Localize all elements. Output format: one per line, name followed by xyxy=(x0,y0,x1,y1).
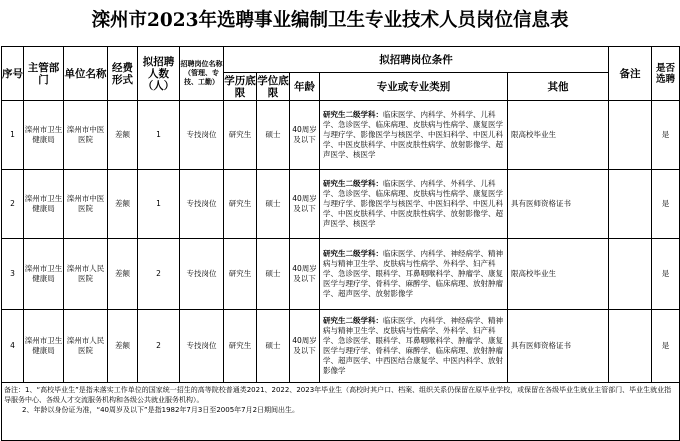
row-dept: 滦州市卫生健康局 xyxy=(24,170,64,239)
row-other: 限高校毕业生 xyxy=(508,239,609,310)
row-education: 研究生 xyxy=(224,101,257,170)
row-post: 专技岗位 xyxy=(180,101,224,170)
row-education: 研究生 xyxy=(224,310,257,383)
row-unit: 滦州市中医医院 xyxy=(64,101,108,170)
header-dept: 主管部门 xyxy=(24,47,64,101)
header-seq: 序号 xyxy=(2,47,24,101)
row-unit: 滦州市人民医院 xyxy=(64,310,108,383)
row-dept: 滦州市卫生健康局 xyxy=(24,310,64,383)
row-major xyxy=(320,239,508,310)
notes-row xyxy=(2,383,680,441)
header-major: 专业或专业类别 xyxy=(320,73,508,101)
row-other: 限高校毕业生 xyxy=(508,101,609,170)
row-dept: 滦州市卫生健康局 xyxy=(24,239,64,310)
row-age: 40周岁及以下 xyxy=(290,170,320,239)
header-funding: 经费形式 xyxy=(108,47,138,101)
header-age: 年龄 xyxy=(290,73,320,101)
row-funding: 差额 xyxy=(108,239,138,310)
note-line-2: 2、年龄以身份证为准，“40周岁及以下”是指1982年7月3日至2005年7月2日期间出生。 xyxy=(22,406,300,414)
row-seq: 1 xyxy=(2,101,24,170)
table-row xyxy=(2,101,680,170)
row-post: 专技岗位 xyxy=(180,170,224,239)
row-major xyxy=(320,101,508,170)
major-label: 研究生二级学科： xyxy=(323,316,383,325)
header-degree: 学位底限 xyxy=(257,74,289,99)
row-dept: 滦州市卫生健康局 xyxy=(24,101,64,170)
row-remark xyxy=(609,101,652,170)
row-major xyxy=(320,310,508,383)
major-text: 临床医学、内科学、神经病学、精神病与精神卫生学、皮肤病与性病学、外科学、妇产科学、急诊医学、眼科学、耳鼻咽喉科学、肿瘤学、康复医学与理疗学、骨科学、麻醉学、临床病理、放射肿瘤学、超声医学、中西医结合康复学、中医内科学、放射影像学 xyxy=(323,316,503,375)
row-remark xyxy=(609,310,652,383)
row-degree: 硕士 xyxy=(257,170,290,239)
major-text: 临床医学、内科学、外科学、儿科学、急诊医学、临床病理、皮肤病与性病学、康复医学与理疗学、影像医学与核医学、中医妇科学、中医儿科学、中医皮肤科学、中医皮肤性病学、放射影像学、超声医学、核医学 xyxy=(323,179,503,228)
row-count: 2 xyxy=(138,239,180,310)
major-label: 研究生二级学科： xyxy=(323,249,383,258)
row-remark xyxy=(609,170,652,239)
row-count: 1 xyxy=(138,170,180,239)
row-age: 40周岁及以下 xyxy=(290,310,320,383)
row-funding: 差额 xyxy=(108,101,138,170)
row-exam: 是 xyxy=(652,101,680,170)
header-exam: 是否选聘 xyxy=(652,47,680,101)
header-education: 学历底限 xyxy=(224,74,256,99)
row-unit: 滦州市人民医院 xyxy=(64,239,108,310)
table-row xyxy=(2,170,680,239)
row-seq: 3 xyxy=(2,239,24,310)
row-education: 研究生 xyxy=(224,170,257,239)
row-other: 具有医师资格证书 xyxy=(508,170,609,239)
major-text: 临床医学、内科学、神经病学、精神病与精神卫生学、皮肤病与性病学、外科学、妇产科学、急诊医学、眼科学、耳鼻咽喉科学、肿瘤学、康复医学与理疗学、骨科学、麻醉学、临床病理、放射肿瘤学、超声医学、放射影像学 xyxy=(323,249,503,298)
row-degree: 硕士 xyxy=(257,310,290,383)
row-education: 研究生 xyxy=(224,239,257,310)
row-exam: 是 xyxy=(652,310,680,383)
row-seq: 4 xyxy=(2,310,24,383)
header-unit: 单位名称 xyxy=(64,47,108,101)
row-major xyxy=(320,170,508,239)
row-post: 专技岗位 xyxy=(180,239,224,310)
table-row xyxy=(2,239,680,310)
row-degree: 硕士 xyxy=(257,239,290,310)
position-table xyxy=(1,46,680,441)
header-other: 其他 xyxy=(508,73,609,101)
row-count: 1 xyxy=(138,101,180,170)
row-other: 具有医师资格证书 xyxy=(508,310,609,383)
row-funding: 差额 xyxy=(108,170,138,239)
notes-cell xyxy=(2,383,680,441)
note-line-1: 备注：1、“高校毕业生”是指未落实工作单位的国家统一招生的高等院校普通类2021、2022、2023年毕业生（高校时其户口、档案、组织关系仍保留在原毕业学校，或保留在各级毕业生就业主管部门、毕业生就业指导服务中心、各级人才交流服务机构和各级公共就业服务机构）。 xyxy=(4,386,672,404)
page-title: 滦州市2023年选聘事业编制卫生专业技术人员岗位信息表 xyxy=(91,10,569,31)
row-exam: 是 xyxy=(652,239,680,310)
header-count: 拟招聘人数（人） xyxy=(138,47,180,101)
row-age: 40周岁及以下 xyxy=(290,101,320,170)
row-count: 2 xyxy=(138,310,180,383)
row-funding: 差额 xyxy=(108,310,138,383)
row-age: 40周岁及以下 xyxy=(290,239,320,310)
row-seq: 2 xyxy=(2,170,24,239)
header-conditions: 拟招聘岗位条件 xyxy=(224,47,609,73)
header-remark: 备注 xyxy=(609,47,652,101)
major-label: 研究生二级学科： xyxy=(323,179,383,188)
table-row xyxy=(2,310,680,383)
major-text: 临床医学、内科学、外科学、儿科学、急诊医学、临床病理、皮肤病与性病学、康复医学与理疗学、影像医学与核医学、中医妇科学、中医儿科学、中医皮肤科学、中医皮肤性病学、放射影像学、超声医学、核医学 xyxy=(323,110,503,159)
row-unit: 滦州市中医医院 xyxy=(64,170,108,239)
row-remark xyxy=(609,239,652,310)
row-degree: 硕士 xyxy=(257,101,290,170)
row-post: 专技岗位 xyxy=(180,310,224,383)
header-post: 招聘岗位名称（管理、专技、工勤） xyxy=(180,47,224,101)
major-label: 研究生二级学科： xyxy=(323,110,383,119)
row-exam: 是 xyxy=(652,170,680,239)
